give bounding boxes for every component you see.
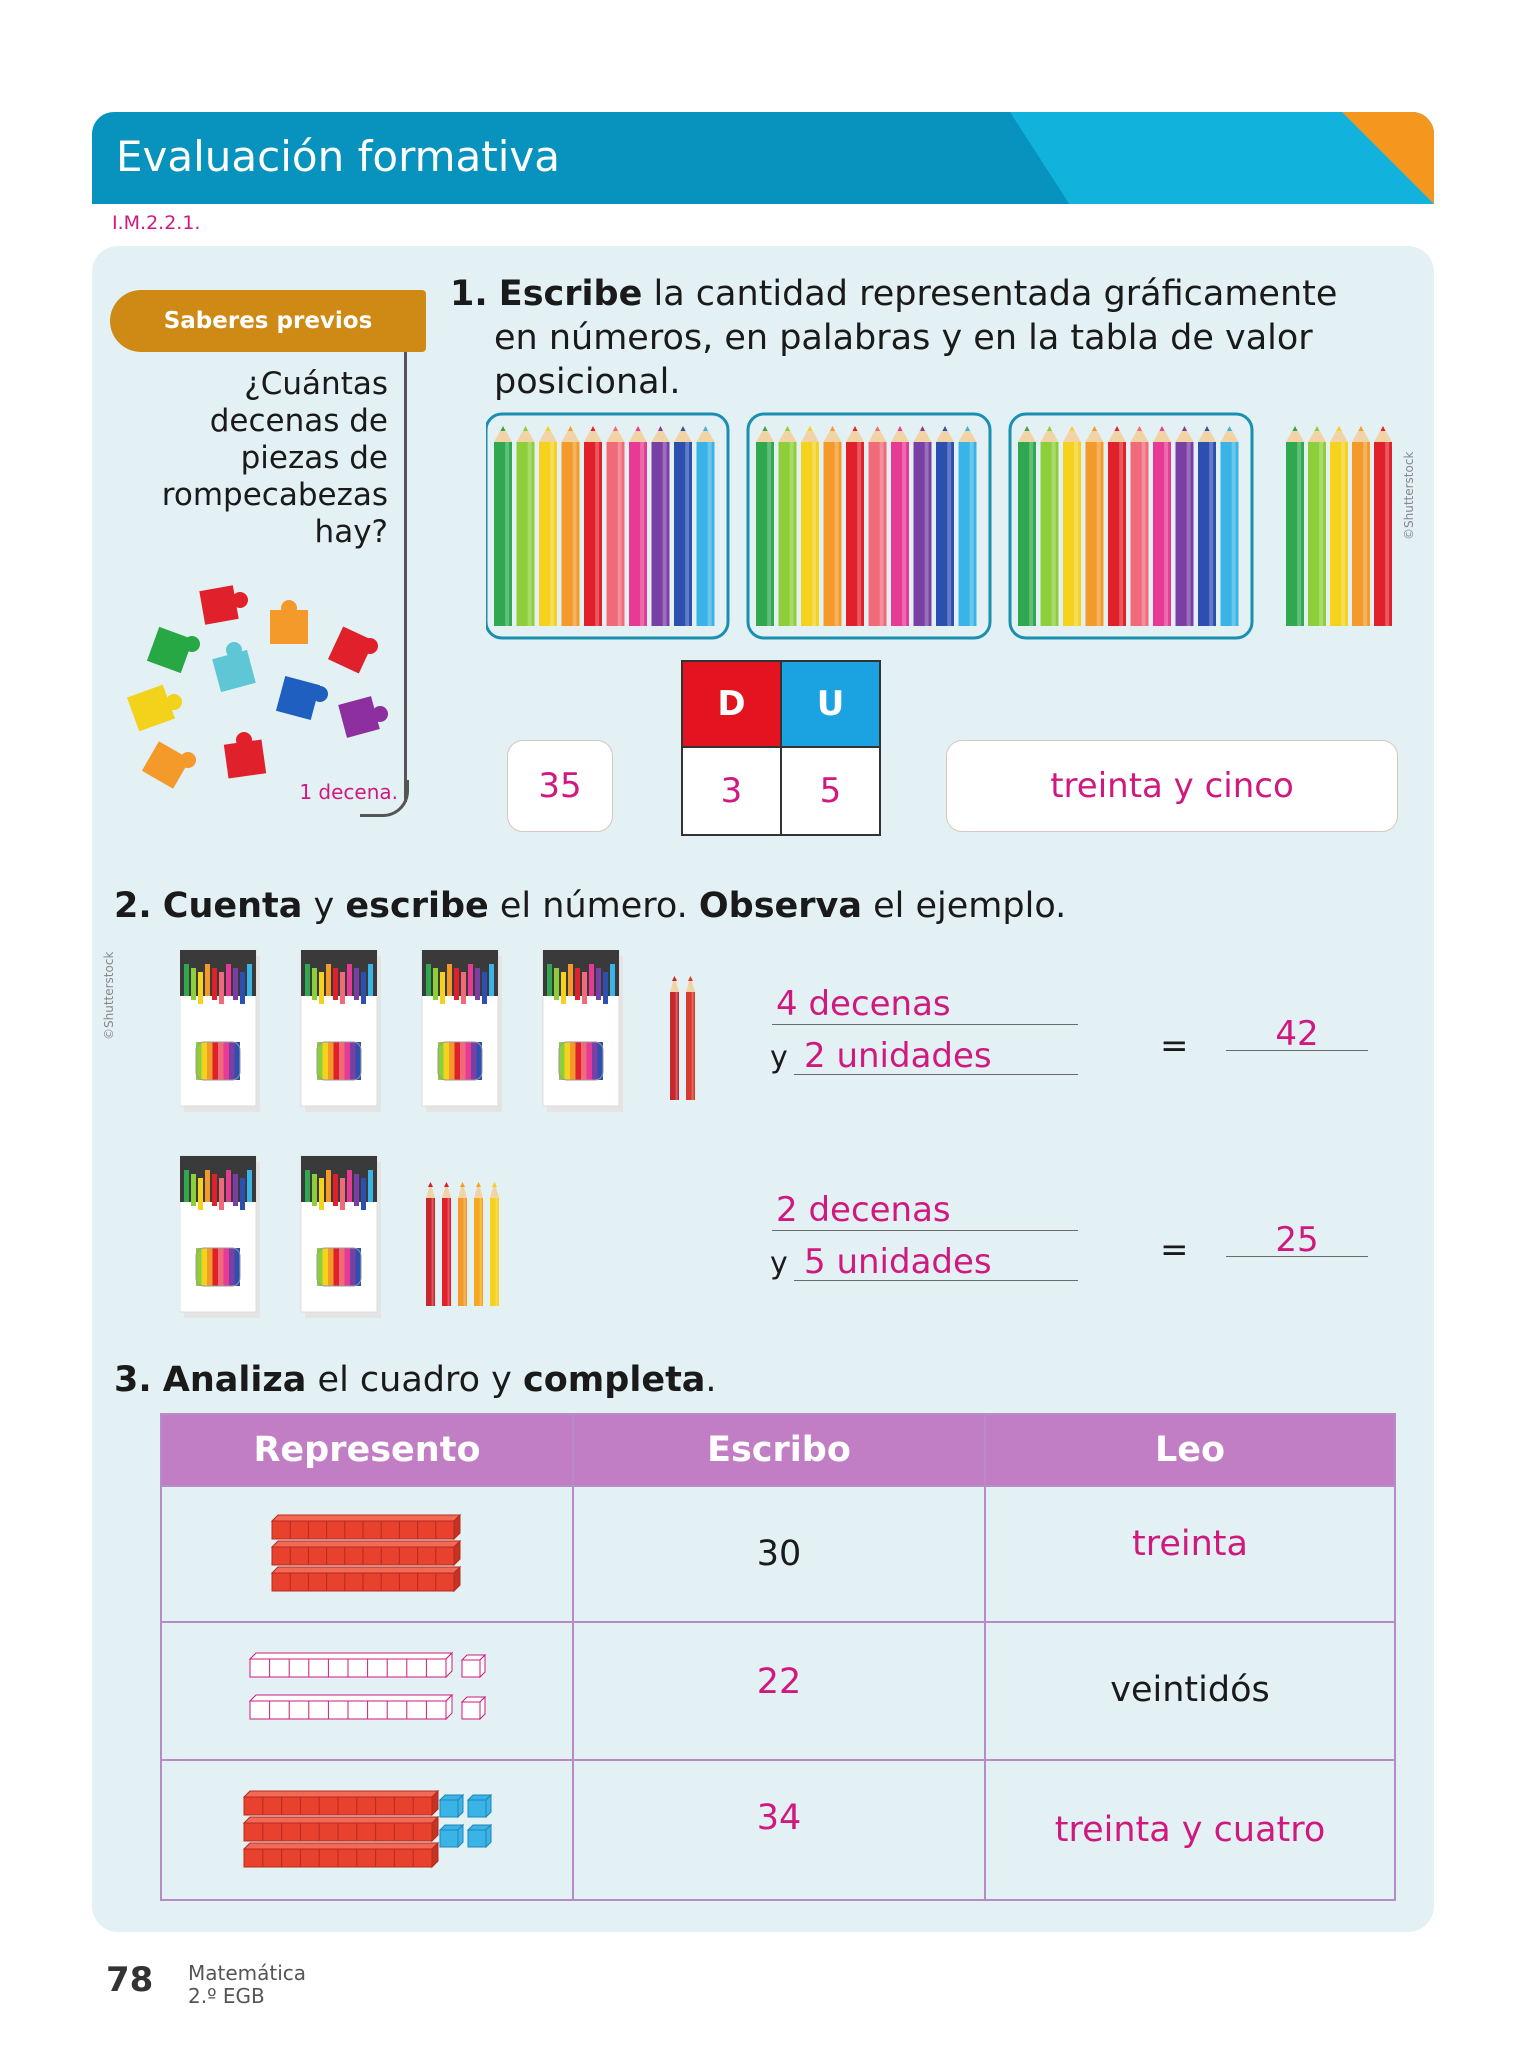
pencil-icon	[490, 1182, 499, 1306]
unit-cube-icon	[468, 1825, 491, 1847]
place-value-table	[681, 660, 881, 836]
unit-cube-icon	[468, 1795, 491, 1817]
pencil-icon	[1063, 426, 1081, 626]
footer-subject: Matemática 2.º EGB	[188, 1961, 307, 2008]
pencil-icon	[914, 426, 932, 626]
unidades-line[interactable]	[794, 1242, 1078, 1282]
tens-value[interactable]: 3	[683, 748, 780, 834]
pencil-icon	[959, 426, 977, 626]
leo-answer-cell[interactable]: treinta y cuatro	[1054, 1810, 1326, 1850]
pencil-icon	[756, 426, 774, 626]
header-represento: Represento	[253, 1430, 481, 1470]
unidades-answer: 5 unidades	[804, 1242, 992, 1282]
image-credit: ©Shutterstock	[102, 951, 116, 1040]
question-3-prompt: 3. Analiza el cuadro y completa.	[114, 1360, 717, 1400]
leo-cell: veintidós	[1110, 1670, 1270, 1710]
leo-answer-cell[interactable]: treinta	[1132, 1524, 1248, 1564]
question-2-prompt: 2. Cuenta y escribe el número. Observa el ejemplo.	[114, 886, 1067, 926]
header-escribo: Escribo	[707, 1430, 851, 1470]
header-leo: Leo	[1154, 1430, 1226, 1470]
pencil-icon	[801, 426, 819, 626]
image-credit: ©Shutterstock	[1402, 451, 1416, 540]
pencil-box-icon	[543, 950, 623, 1112]
pencil-icon	[1176, 426, 1194, 626]
dua-title: DUA	[1204, 2, 1276, 37]
pencil-icon	[474, 1182, 483, 1306]
escribo-answer-cell[interactable]: 34	[756, 1798, 802, 1838]
pencil-box-icon	[301, 950, 381, 1112]
decenas-answer: 2 decenas	[776, 1190, 951, 1230]
pencil-icon	[1308, 426, 1326, 626]
pencil-icon	[1108, 426, 1126, 626]
pencil-icon	[652, 426, 670, 626]
saberes-previos-tag: Saberes previos	[110, 290, 426, 352]
pencil-icon	[824, 426, 842, 626]
pencil-icon	[1352, 426, 1370, 626]
pencil-icon	[697, 426, 715, 626]
result-line[interactable]	[1226, 1014, 1368, 1054]
decenas-answer: 4 decenas	[776, 984, 951, 1024]
pencil-icon	[1041, 426, 1059, 626]
pencil-icon	[891, 426, 909, 626]
pencil-box-icon	[180, 950, 260, 1112]
ten-rod-icon	[272, 1515, 460, 1539]
base-ten-blocks-illustration	[162, 1487, 572, 1897]
pencil-icon	[686, 976, 695, 1100]
indicator-code: I.M.2.2.1.	[112, 212, 201, 234]
decenas-line[interactable]	[772, 1190, 1078, 1231]
result-answer: 25	[1275, 1220, 1319, 1260]
decenas-line[interactable]	[772, 984, 1078, 1025]
pencil-icon	[1374, 426, 1392, 626]
pencil-icon	[442, 1182, 451, 1306]
pencil-boxes-illustration	[180, 950, 720, 1330]
pencil-icon	[1198, 426, 1216, 626]
pencil-box-icon	[180, 1156, 260, 1318]
pencil-icon	[936, 426, 954, 626]
result-line[interactable]	[1226, 1220, 1368, 1260]
pencil-icon	[670, 976, 679, 1100]
page-number: 78	[106, 1960, 154, 2000]
dua-subtitle: Acción y expresión	[1112, 46, 1368, 74]
analysis-table	[160, 1413, 1396, 1901]
equals-sign: =	[1160, 1026, 1189, 1066]
pencil-icon	[1286, 426, 1304, 626]
ten-rod-icon	[250, 1695, 452, 1719]
escribo-cell: 30	[756, 1534, 802, 1574]
pencil-icon	[458, 1182, 467, 1306]
y-connector: y	[770, 1246, 788, 1281]
ten-rod-icon	[250, 1653, 452, 1677]
pencil-icon	[1153, 426, 1171, 626]
unit-cube-icon	[462, 1655, 485, 1677]
pencil-icon	[869, 426, 887, 626]
pencil-icon	[494, 426, 512, 626]
result-answer: 42	[1275, 1014, 1319, 1054]
pencil-icon	[629, 426, 647, 626]
unit-cube-icon	[462, 1697, 485, 1719]
saberes-question: ¿Cuántas decenas de piezas de rompecabezas hay?	[161, 366, 388, 550]
pencil-icon	[562, 426, 580, 626]
pencil-icon	[584, 426, 602, 626]
pencil-icon	[779, 426, 797, 626]
units-header: U	[782, 662, 879, 746]
ten-rod-icon	[272, 1541, 460, 1565]
puzzle-pieces-illustration	[120, 570, 410, 800]
escribo-answer-cell[interactable]: 22	[756, 1662, 802, 1702]
pencil-icon	[1086, 426, 1104, 626]
saberes-answer: 1 decena.	[299, 780, 398, 804]
pencil-icon	[1221, 426, 1239, 626]
tens-header: D	[683, 662, 780, 746]
pencil-icon	[1330, 426, 1348, 626]
pencil-icon	[1131, 426, 1149, 626]
ten-rod-icon	[272, 1567, 460, 1591]
y-connector: y	[770, 1040, 788, 1075]
equals-sign: =	[1160, 1230, 1189, 1270]
pencil-icon	[539, 426, 557, 626]
pencil-icon	[846, 426, 864, 626]
section-header	[92, 112, 1434, 204]
unit-cube-icon	[440, 1795, 463, 1817]
pencil-box-icon	[301, 1156, 381, 1318]
ten-rod-icon	[244, 1817, 438, 1841]
words-answer-box[interactable]: treinta y cinco	[946, 740, 1398, 832]
pencil-box-icon	[422, 950, 502, 1112]
unit-cube-icon	[440, 1825, 463, 1847]
pencil-icon	[517, 426, 535, 626]
unidades-line[interactable]	[794, 1036, 1078, 1076]
pencil-groups-illustration	[486, 410, 1406, 644]
units-value[interactable]: 5	[782, 748, 879, 834]
pencil-icon	[1018, 426, 1036, 626]
ten-rod-icon	[244, 1791, 438, 1815]
pencil-icon	[426, 1182, 435, 1306]
numeral-answer-box[interactable]: 35	[507, 740, 613, 832]
pencil-icon	[607, 426, 625, 626]
unidades-answer: 2 unidades	[804, 1036, 992, 1076]
pencil-icon	[674, 426, 692, 626]
puzzle-piece-icon	[127, 585, 388, 788]
question-1-prompt: 1. Escribe la cantidad representada gráficamente en números, en palabras y en la tabla de valor posicional.	[450, 274, 1338, 402]
section-title: Evaluación formativa	[116, 132, 560, 181]
ten-rod-icon	[244, 1843, 438, 1867]
